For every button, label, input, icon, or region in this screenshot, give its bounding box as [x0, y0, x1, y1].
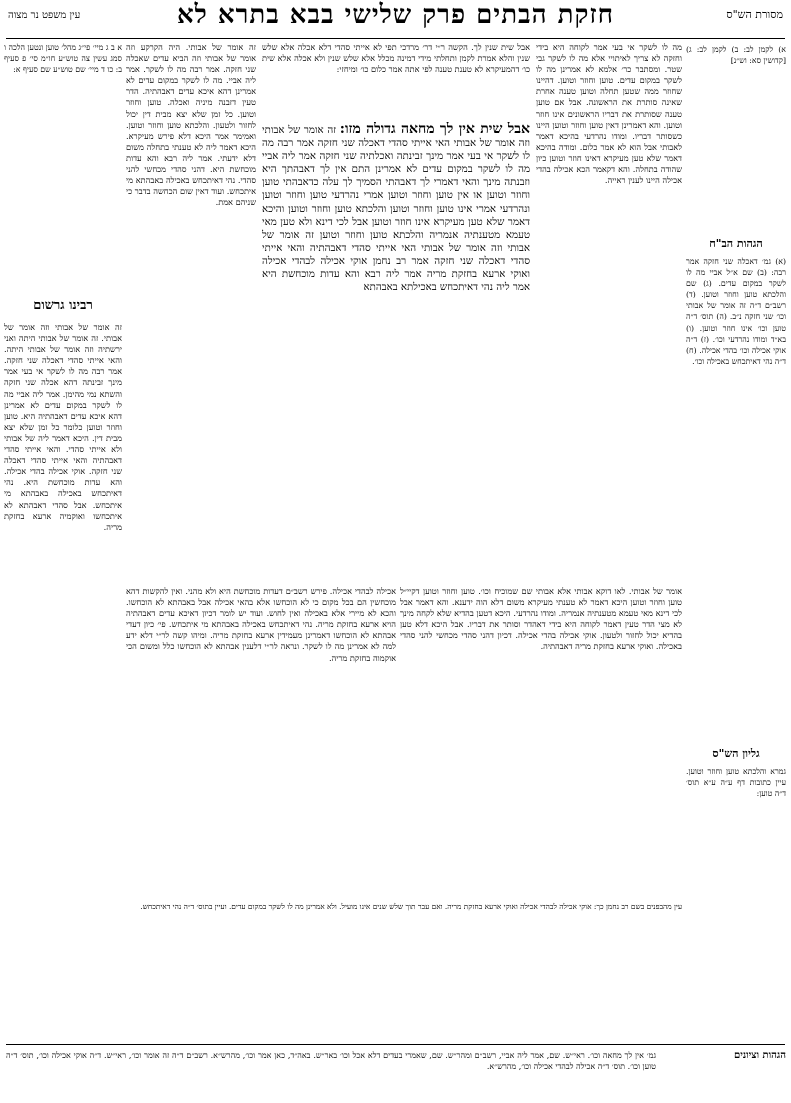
header-divider [6, 38, 785, 39]
commentary-bottom-right [400, 586, 682, 898]
rabbenu-gershom-title: רבינו גרשום [33, 300, 93, 312]
mesorah-text: א) לקמן לב: ב) לקמן לב: ג) [קדושין סא: וש״נ] [686, 45, 786, 66]
tosafot-top-text: אבל שית שנין לך. הקשה ר״י דר׳ מרדכי תפי לא אייתי סהדי דלא אכלה אלא שלש שנין והלא אמרת לקמן ותחלתי מידי דמינה מכלל אלא שלש שנין ולא אכלה אלא שית כו׳ דהמעיקרא לא טענת טענה לפי אתה אמר כלום כו׳ ומיחזי: [262, 42, 530, 75]
rashbam-text: זה אומר של אבותי. היה הקרקע וזה אומר של אבותי וזה הביא עדים שאכלה שני חזקה. אמר רבה מה לו לשקר. אמר ליה אביי. מה לו לשקר במקום עדים לא אמרינן דהא איכא עדים דאבהתיה. הדר טעין דזבנה מיניה ואכלה. טוען וחוזר וטוען. כל זמן שלא יצא מבית דין יכול לחזור ולטעון. והלכתא טוען וחוזר וטוען. ואמימר אמר היכא דלא פירש מעיקרא. היכא דאמר ליה לא טענתי בתחלה משום דלא ידעתי. אמר ליה רבא והא עדות מוכחשת היא. דהני סהדי מכחשי להני סהדי. נהי דאיתכחש באכילה באבהתא מי איתכחש. ועוד דאין שום הכחשה בדבר כי שניהם אמת. [126, 42, 256, 208]
page-title: חזקת הבתים פרק שלישי בבא בתרא לא [176, 0, 614, 30]
mesorah-label: מסורת הש"ס [726, 8, 783, 21]
gemara-column [262, 122, 530, 582]
commentary-bottom-left-text: אכילה לבהדי אכילה. פירש רשב״ם דעדות מוכחשת היא ולא מהני. ואין להקשות דהא מוכחשין הם בכל מקום כי לא הוכחשו אלא בהאי אכילה אבל באבהתא לא הוכחשו. והכא לא מיירי אלא באכילה ואין לחוש. ועוד יש לומר דכיון דאיכא עדים דאבהתיה הויא ארעא בחזקת מריה. נהי דאיתכחש באכילה באבהתא מי איתכחש. פי׳ כיון דעדי אבהתא לא הוכחשו דאמרינן מעמידין ארעא בחזקת מריה. ומיהו קשה לר״י דלא ידע למה לא אמרינן מה לו לשקר. ונראה לר״י דלענין אבהתא לא הוכחשו כלל ומשום הכי אוקמוה בחזקת מריה. [126, 586, 396, 663]
hagahot-vetziyunim-text: גמ׳ אין לך מחאה וכו׳. ראי״ש. שם, אמר ליה אביי, רשב״ם ומהר״ש. שם, שאמרי בעדים דלא אכל וכו׳ באר״ש. באה״ד, כאן אמר וכו׳, מהרש״א. רשב״ם ד״ה זה אומר וכו׳, ראי״ש. ד״ה אוקי אכילה וכו׳, תוס׳ ד״ה טוען וכו׳. תוס׳ ד״ה אכילה לבהדי אכילה וכו׳, מהרש״א. [6, 1051, 656, 1071]
hagahot-bach-text: (א) גמ׳ דאכלה שני חזקה אמר רבה: (ב) שם א״ל אביי מה לו לשקר במקום עדים. (ג) שם והלכתא טוען וחוזר וטוען. (ד) רשב״ם ד״ה זה אומר של אבותי וכו׳ שני חזקה נ״ב. (ה) תוס׳ ד״ה טוען וכו׳ אינו חוזר וטוען. (ו) בא״ד ומודו נהרדעי וכו׳. (ז) ד״ה אוקי אכילה וכו׳ בהדי אכילה. (ח) ד״ה נהי דאיתכחש באכילה וכו׳. [686, 257, 786, 366]
gemara-lead: אבל שית אין לך מחאה גדולה מזו: [339, 122, 530, 137]
ein-mishpat-text: א ב ג מיי׳ פי״ג מהל׳ טוען ונטען הלכה ו סמג עשין צה טוש״ע חו״מ סי׳ פ סעיף ב: כו ד מיי׳ שם טוש״ע שם סעיף א: [4, 43, 122, 75]
mesorah-references [686, 44, 786, 102]
hagahot-bach-column [686, 256, 786, 736]
page-header [0, 0, 791, 36]
footnote-text: עין מהבפנים בשם רב נחמן כך: אוקי אכילה לבהדי אכילה ואוקי ארעא בחזקת מריה. ואם עבר תוך שלש שנים אינו מועיל. ולא אמרינן מה לו לשקר במקום עדים. ועיין בתוס׳ ד״ה נהי דאיתכחש. [140, 902, 682, 911]
gemara-text: זה אומר של אבותי וזה אומר של אבותי האי אייתי סהדי דאכלה שני חזקה אמר רבה מה לו לשקר אי בעי אמר מינך זבינתה ואכלתיה שני חזקה אמר ליה אביי מה לו לשקר במקום עדים לא אמרינן התם אין לך דאבהתך היא וזבנתה מינך והאי דאמרי לך דאבהתי הסמיך לך עלה כדאבהתי טוען וחוזר וטוען או אין טוען וחוזר וטוען אמרי נהרדעי טוען וחוזר וטוען ונהרדעי אמרי אינו טוען וחוזר וטוען והלכתא טוען וחוזר וטוען והיכא דאמר שלא טען מעיקרא אינו חוזר וטוען אבל לכי דינא ולא טען מאי טעמא מטענתיה אנמריה והלכתא טוען וחוזר וטוען זה אומר של אבותי וזה אומר של אבותי האי אייתי סהדי דאבהתיה והאי אייתי סהדי דאכלה שני חזקה אמר רב נחמן אוקי אכילה לבהדי אכילה ואוקי ארעא בחזקת מריה אמר ליה רבא והא עדות מוכחשת היא אמר ליה נהי דאיתכחש באכילתא באבהתא [262, 125, 530, 294]
gilyon-hashas-title: גליון הש"ס [712, 748, 760, 760]
rabbenu-gershom-column [4, 322, 122, 1002]
tosafot-column [536, 42, 682, 582]
gilyon-hashas-column [686, 766, 786, 826]
ein-mishpat-label: עין משפט נר מצוה [8, 10, 81, 21]
rashbam-column [126, 42, 256, 582]
tosafot-top-block [262, 42, 530, 120]
hagahot-vetziyunim-label: הגהות וציונים [733, 1050, 786, 1061]
tosafot-text: מה לו לשקר אי בעי אמר לקוחה היא בידי וחזקה לא צריך לאיתויי אלא מה לו לשקר גבי שטר. ומסתבר כר׳ אלמא לא אמרינן מה לו לשקר במקום עדים. טוען וחוזר וטוען. דהיינו שחוזר ממה שטען תחלה וטוען טענה אחרת שאינה סותרת את הראשונה. אבל אם טוען טענה שסותרת את דבריו הראשונים אינו חוזר וטוען. והא דאמרינן דאין טוען וחוזר וטוען היינו כשסותר דבריו. ומודו נהרדעי בהיכא דאמר לאבותי אבל הוא לא אמר כלום. ומודה בהיכא דאמר שלא טען מעיקרא דאינו חוזר וטוען כיון שהודה בתחלה. והא דקאמר הכא אכילה בהדי אכילה היינו לענין ראייה. [536, 42, 682, 186]
footnote-band [126, 902, 682, 936]
ein-mishpat-column [4, 42, 122, 162]
hagahot-bach-title: הגהות הב"ח [709, 238, 763, 250]
commentary-bottom-right-text: אומר של אבותי. לאו דוקא אבותי אלא אבותי שם שמוכיח וכו׳. טוען וחוזר וטוען דקיי״ל טוען וחוזר וטוען היכא דאמר לא טענתי מעיקרא משום דלא הוה ידענא. והא דאמר אבל לכי דינא מאי טעמא מטענתיה אנמריה. ומודו נהרדעי. היכא דטען בהדיא שלא לקחה מינך לא מצי הדר טעין דאמר לקוחה היא בידי דאהדר וסותר את דבריו. אבל היכא דלא טען בהדיא יכול לחזור ולטעון. אוקי אכילה בהדי אכילה. דכיון דהני סהדי מכחשי להני סהדי באכילה. ואוקי ארעא בחזקת מריה דאבהתיה. [400, 586, 682, 652]
rabbenu-gershom-text: זה אומר של אבותי וזה אומר של אבותי. זה אומר של אבותי היתה ואני ירשתיה וזה אומר של אבותי היתה. והאי אייתי סהדי דאכלה שני חזקה. אמר רבה מה לו לשקר אי בעי אמר מינך זבינתה דהא אכלה שני חזקה והשתא נמי מהימן. אמר ליה אביי מה לו לשקר במקום עדים לא אמרינן דהא איכא עדים דאבהתיה היא. טוען וחוזר וטוען כלומר כל זמן שלא יצא מבית דין. היכא דאמר ליה של אבותי ולא אייתי סהדי. והאי אייתי סהדי דאבהתיה והאי אייתי סהדי דאכלה שני חזקה. אוקי אכילה בהדי אכילה. והא עדות מוכחשת היא. נהי דאיתכחש באכילה באבהתא מי איתכחש. אבל סהדי דאבהתא לא איתכחשו ואוקמיה ארעא בחזקת מריה. [4, 322, 122, 532]
footer-divider [6, 1044, 785, 1045]
commentary-bottom-left [126, 586, 396, 898]
gilyon-hashas-text: גמרא והלכתא טוען וחוזר וטוען. עיין כתובות דף ע״ה ע״א תוס׳ ד״ה טוען: [686, 767, 786, 799]
